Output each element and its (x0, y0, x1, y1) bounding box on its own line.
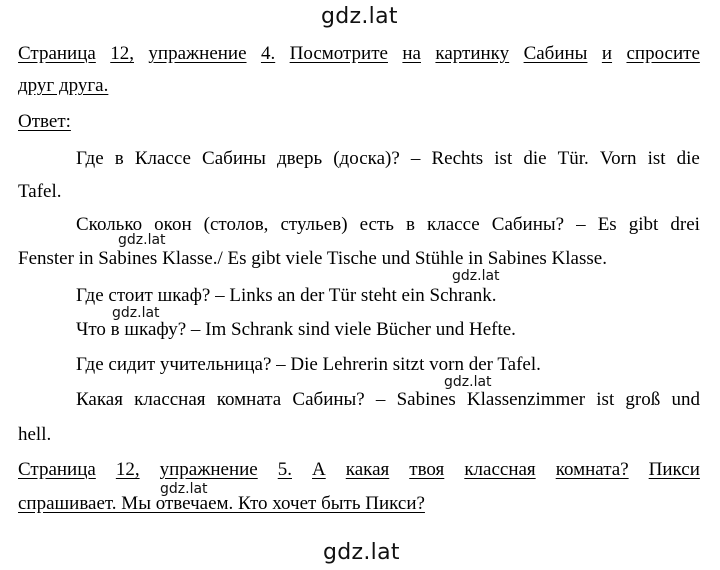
qa-1-line-2: Tafel. (18, 181, 62, 202)
word: drei (670, 214, 700, 235)
word: (столов, (203, 214, 269, 235)
word: gibt (628, 214, 659, 235)
task-1-heading-line-1 (18, 44, 700, 63)
task-1-heading-line-2: друг друга. (18, 75, 109, 96)
word: Какая (76, 389, 123, 410)
word: Tür. (557, 148, 589, 169)
word: А (312, 459, 326, 480)
qa-5-line-1: Где сидит учительница? – Die Lehrerin sitzt vorn der Tafel. (76, 354, 541, 375)
word: классная (464, 459, 536, 480)
watermark-top: gdz.lat (321, 4, 398, 29)
word: стульев) (280, 214, 348, 235)
word: Сколько (76, 214, 143, 235)
watermark: gdz.lat (112, 305, 160, 321)
word: Сабины (523, 43, 588, 64)
word: упражнение (159, 459, 258, 480)
word: ist (596, 389, 615, 410)
word: (доска)? (333, 148, 400, 169)
word: die (523, 148, 547, 169)
word: Страница (18, 459, 96, 480)
word: Сабины? (292, 389, 365, 410)
word: und (671, 389, 700, 410)
word: 12, (115, 459, 140, 480)
word: Пикси (648, 459, 700, 480)
word: твоя (409, 459, 445, 480)
task-2-heading-line-1 (18, 460, 700, 479)
word: Страница (18, 43, 96, 64)
word: Сабины (202, 148, 266, 169)
qa-2-line-1 (76, 215, 700, 234)
word: картинку (435, 43, 510, 64)
qa-3-line-1: Где стоит шкаф? – Links an der Tür steht ein Schrank. (76, 285, 497, 306)
word: спросите (626, 43, 700, 64)
word: классе (427, 214, 480, 235)
word: упражнение (148, 43, 247, 64)
word: комната? (555, 459, 629, 480)
qa-1-line-1 (76, 149, 700, 168)
watermark: gdz.lat (118, 232, 166, 248)
word: 5. (277, 459, 292, 480)
word: Es (597, 214, 617, 235)
word: на (402, 43, 421, 64)
word: есть (359, 214, 394, 235)
word: – (375, 389, 386, 410)
qa-2-line-2: Fenster in Sabines Klasse./ Es gibt viele Tische und Stühle in Sabines Klasse. (18, 248, 607, 269)
word: groß (625, 389, 661, 410)
qa-4-line-1: Что в шкафу? – Im Schrank sind viele Bücher und Hefte. (76, 319, 516, 340)
word: в (114, 148, 124, 169)
watermark: gdz.lat (452, 268, 500, 284)
word: комната (216, 389, 282, 410)
task-2-heading-line-2: спрашивает. Мы отвечаем. Кто хочет быть Пикси? (18, 493, 425, 514)
word: Сабины? (491, 214, 565, 235)
word: дверь (277, 148, 323, 169)
word: – (410, 148, 421, 169)
word: Rechts (431, 148, 484, 169)
word: Vorn (599, 148, 637, 169)
word: Sabines (396, 389, 456, 410)
word: Klassenzimmer (466, 389, 586, 410)
word: die (676, 148, 700, 169)
word: Где (76, 148, 104, 169)
word: Посмотрите (289, 43, 388, 64)
watermark: gdz.lat (160, 481, 208, 497)
word: 4. (260, 43, 276, 64)
qa-6-line-2: hell. (18, 424, 52, 445)
word: классная (134, 389, 206, 410)
answer-label: Ответ: (18, 111, 71, 132)
watermark: gdz.lat (444, 374, 492, 390)
word: 12, (110, 43, 134, 64)
qa-6-line-1 (76, 390, 700, 409)
word: – (576, 214, 586, 235)
word: ist (647, 148, 666, 169)
word: окон (154, 214, 192, 235)
word: Классе (134, 148, 191, 169)
word: ist (494, 148, 513, 169)
watermark-bottom: gdz.lat (323, 540, 400, 565)
word: какая (345, 459, 390, 480)
word: в (405, 214, 415, 235)
word: и (601, 43, 613, 64)
